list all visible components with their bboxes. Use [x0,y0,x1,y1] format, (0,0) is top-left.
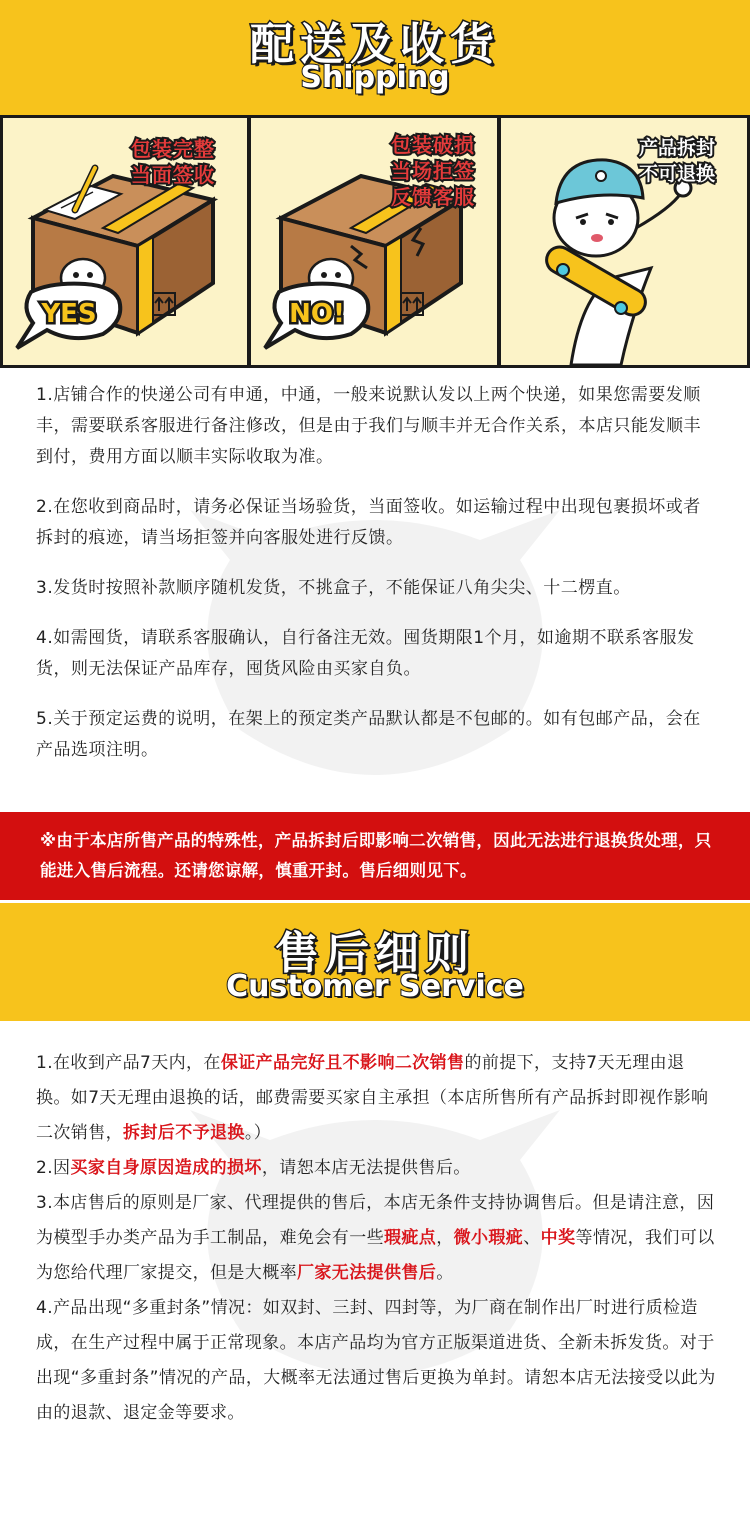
service-header [0,903,750,1021]
no-caption-2: 当场拒签 [391,159,475,183]
service-title-en: Customer Service [226,969,524,1004]
no-bubble-text: NO! [289,299,345,329]
seal-caption-1: 产品拆封 [639,137,716,159]
notice-text: ※由于本店所售产品的特殊性，产品拆封后即影响二次销售，因此无法进行退换货处理，只能进入售后流程。还请您谅解，慎重开封。售后细则见下。 [40,831,712,880]
emphasis-minor-flaw: 微小瑕疵 [453,1228,524,1248]
shipping-rules [36,380,716,785]
shipping-title-cn: 配送及收货 [250,19,500,70]
shipping-title-en: Shipping [300,60,450,95]
service-rule-2: 2.因买家自身原因造成的损坏，请恕本店无法提供售后。 [36,1158,471,1178]
no-caption-1: 包装破损 [391,133,475,157]
shipping-rule-2: 2.在您收到商品时，请务必保证当场验货，当面签收。如运输过程中出现包裹损坏或者拆封的痕迹，请当场拒签并向客服处进行反馈。 [36,497,701,548]
shipping-rule-3: 3.发货时按照补款顺序随机发货，不挑盒子，不能保证八角尖尖、十二楞直。 [36,578,631,598]
shipping-rule-5: 5.关于预定运费的说明，在架上的预定类产品默认都是不包邮的。如有包邮产品，会在产品选项注明。 [36,709,701,760]
emphasis-defect: 中奖 [540,1228,576,1248]
emphasis-no-return: 拆封后不予退换 [123,1123,245,1143]
panel-no-return-after-opening [501,118,747,365]
service-rule-4: 4.产品出现“多重封条”情况：如双封、三封、四封等，为厂商在制作出厂时进行质检造成，在生产过程中属于正常现象。本店产品均为官方正版渠道进货、全新未拆发货。对于出现“多重封条”情况的产品，大概率无法通过售后更换为单封。请恕本店无法接受以此为由的退款、退定金等要求。 [36,1298,716,1423]
panel-damaged-package [251,118,497,365]
shipping-rule-1: 1.店铺合作的快递公司有申通，中通，一般来说默认发以上两个快递，如果您需要发顺丰，需要联系客服进行备注修改，但是由于我们与顺丰并无合作关系，本店只能发顺丰到付，费用方面以顺丰实际收取为准。 [36,385,701,467]
yes-bubble-text: YES [41,299,97,329]
emphasis-buyer-damage: 买家自身原因造成的损坏 [70,1158,262,1178]
yes-caption-2: 当面签收 [131,163,215,187]
seal-caption-2: 不可退换 [639,163,716,185]
service-rule-3: 3.本店售后的原则是厂家、代理提供的售后，本店无条件支持协调售后。但是请注意，因为模型手办类产品为手工制品，难免会有一些瑕疵点，微小瑕疵、中奖等情况，我们可以为您给代理厂家提交，但是大概率厂家无法提供售后。 [36,1193,715,1283]
service-rule-1: 1.在收到产品7天内，在保证产品完好且不影响二次销售的前提下，支持7天无理由退换。如7天无理由退换的话，邮费需要买家自主承担（本店所售所有产品拆封即视作影响二次销售，拆封后不予退换。） [36,1053,709,1143]
emphasis-flaw: 瑕疵点 [384,1228,437,1248]
emphasis-no-manufacturer-service: 厂家无法提供售后 [297,1263,437,1283]
service-rules [36,1046,716,1431]
service-title-cn: 售后细则 [275,928,475,979]
emphasis-intact-product: 保证产品完好且不影响二次销售 [220,1053,465,1073]
shipping-rule-4: 4.如需囤货，请联系客服确认，自行备注无效。囤货期限1个月，如逾期不联系客服发货，则无法保证产品库存，囤货风险由买家自负。 [36,628,695,679]
yes-caption-1: 包装完整 [131,137,215,161]
no-caption-3: 反馈客服 [391,185,475,209]
illustration-panels [0,115,750,368]
opening-notice [0,812,750,900]
shipping-header [0,0,750,115]
panel-intact-package [3,118,247,365]
